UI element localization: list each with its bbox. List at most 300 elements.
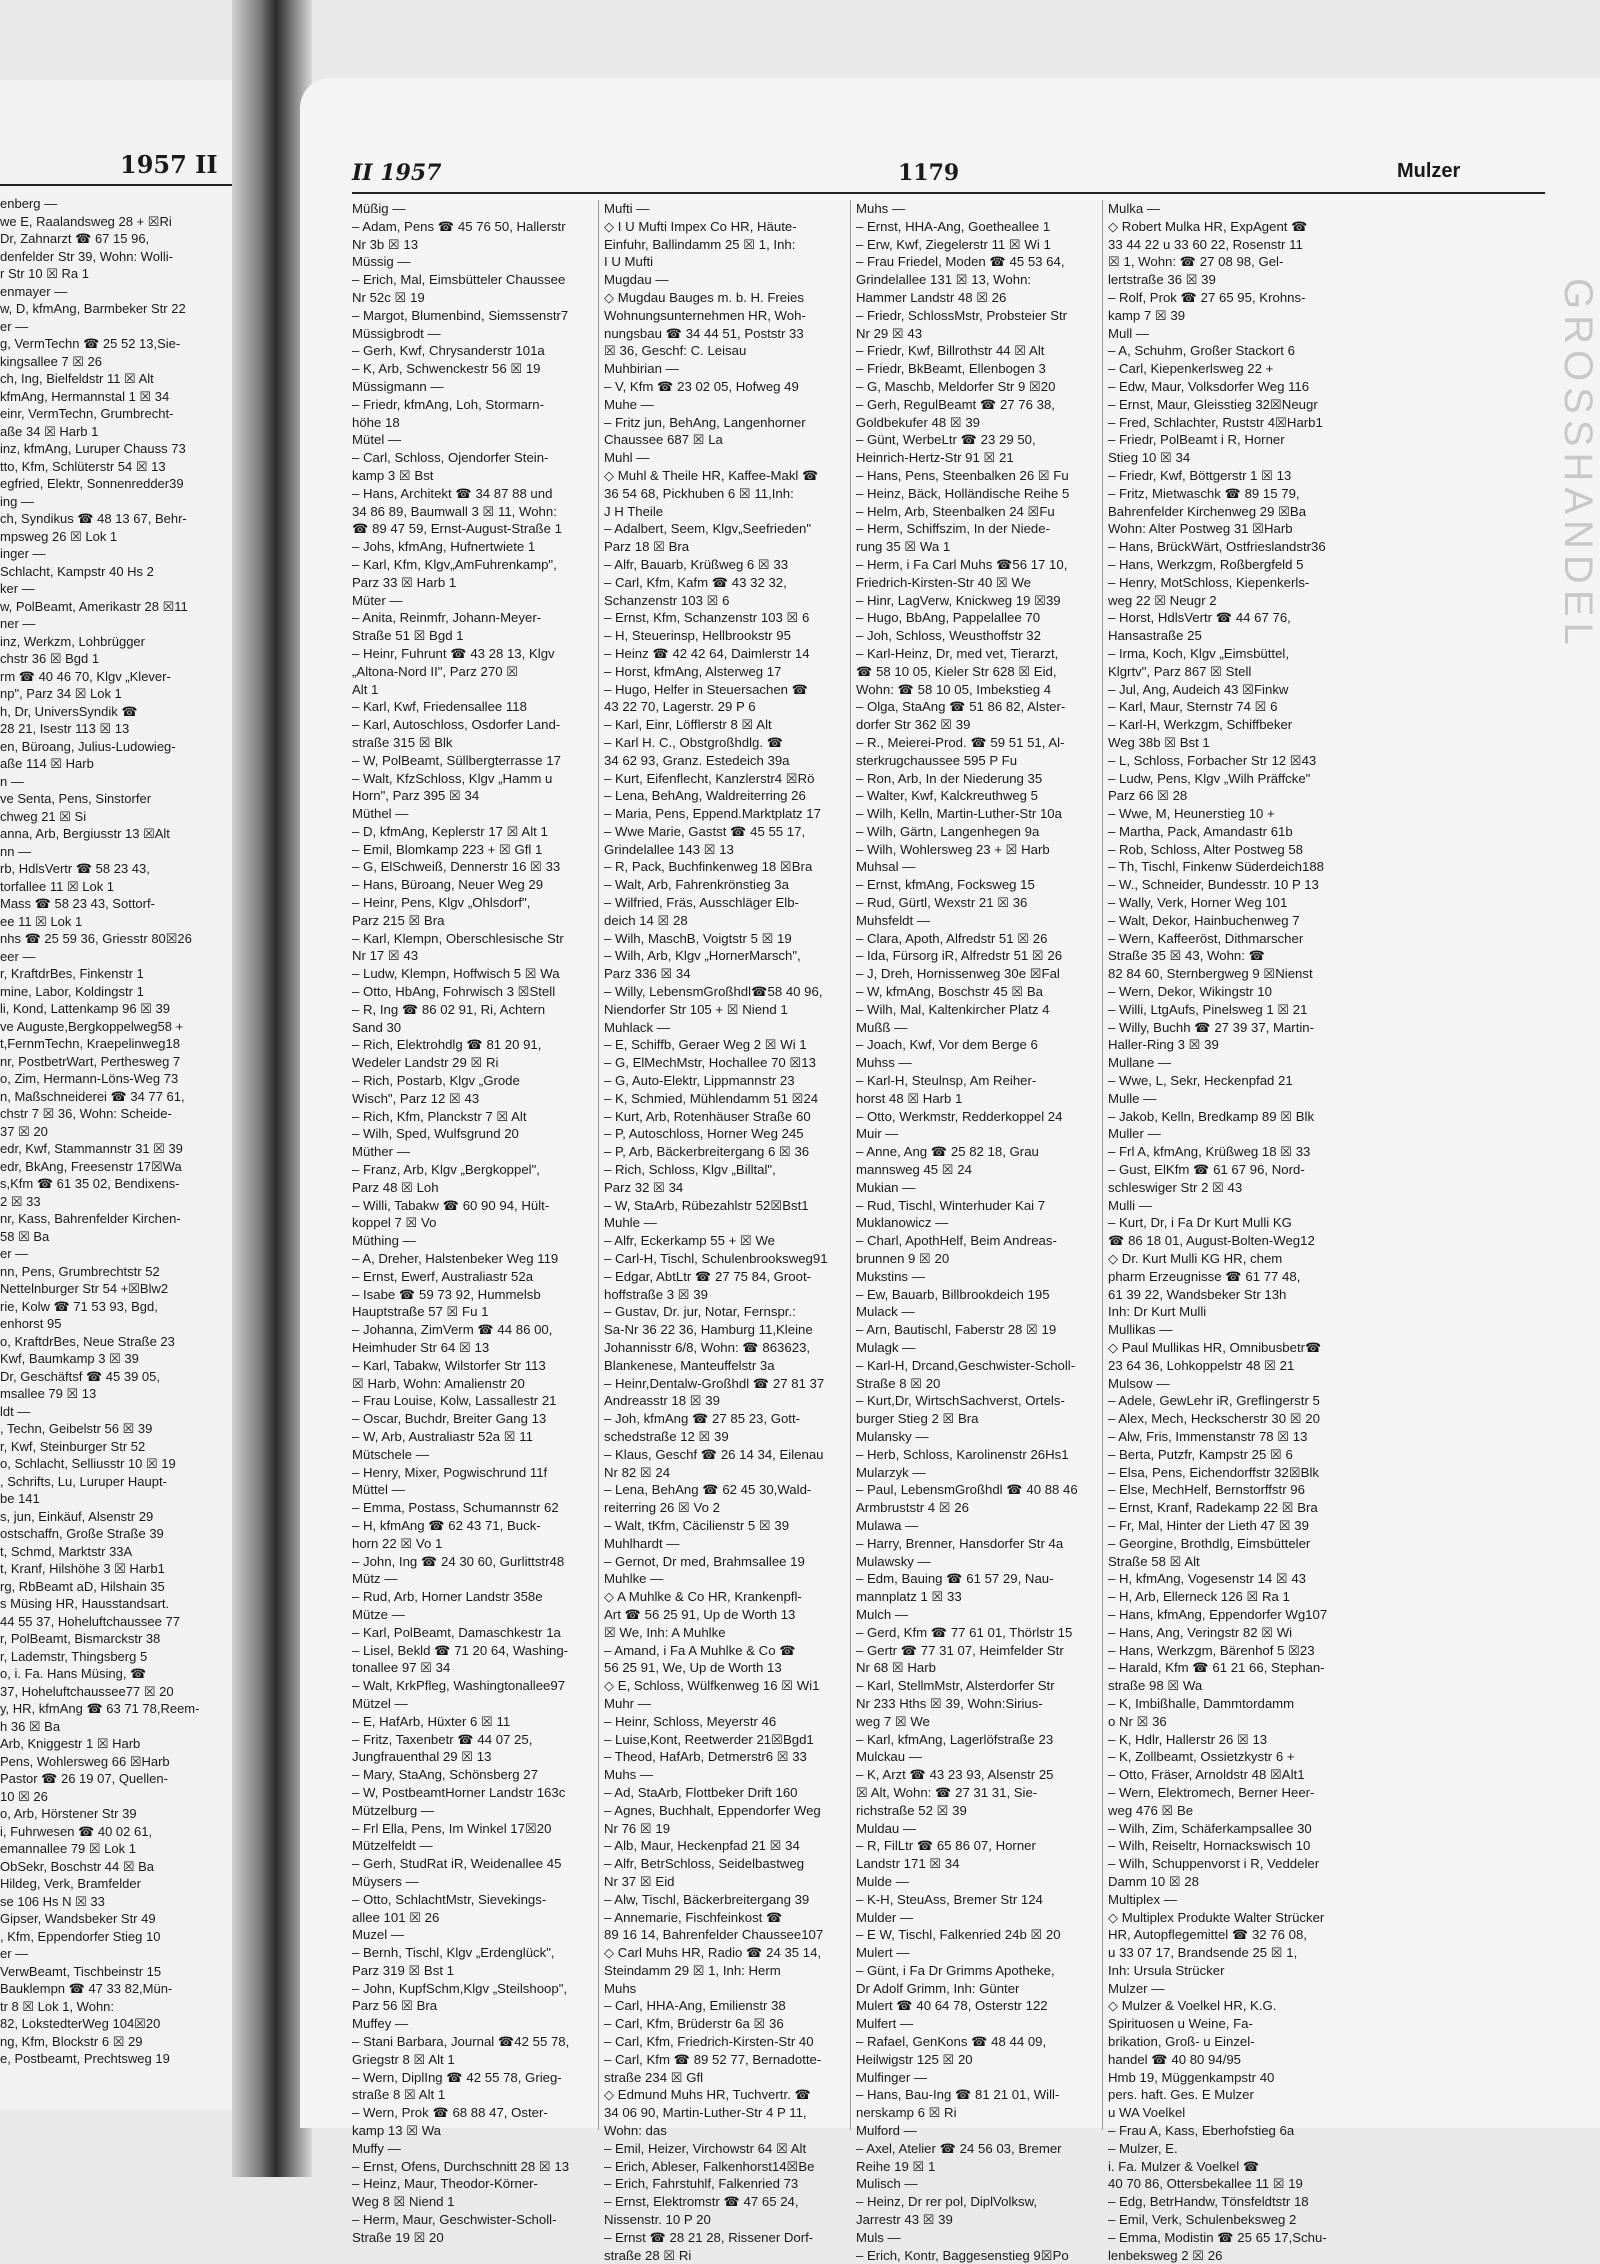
directory-entry-line: – R., Meierei-Prod. ☎ 59 51 51, Al- (856, 734, 1065, 750)
left-page-line: eer — (0, 948, 36, 964)
directory-entry-line: u 33 07 17, Brandsende 25 ☒ 1, (1108, 1945, 1298, 1961)
directory-entry-line: – Willi, Tabakw ☎ 60 90 94, Hült- (352, 1197, 550, 1213)
left-page-line: tto, Kfm, Schlüterstr 54 ☒ 13 (0, 458, 166, 474)
left-page-line: n — (0, 773, 24, 789)
column-divider (598, 200, 599, 2130)
left-page-line: Nettelnburger Str 54 +☒Blw2 (0, 1281, 169, 1296)
directory-entry-line: – K, Arb, Schwenckestr 56 ☒ 19 (352, 361, 541, 377)
directory-entry-line: – Kurt, Dr, i Fa Dr Kurt Mulli KG (1108, 1215, 1292, 1231)
left-page-line: rb, HdlsVertr ☎ 58 23 43, (0, 861, 150, 876)
left-page-line: inz, kfmAng, Luruper Chauss 73 (0, 441, 186, 456)
directory-entry-line: Parz 32 ☒ 34 (604, 1179, 684, 1195)
column-divider (1102, 200, 1103, 2130)
directory-entry-line: burger Stieg 2 ☒ Bra (856, 1411, 979, 1427)
directory-entry-line: – Rich, Elektrohdlg ☎ 81 20 91, (352, 1037, 542, 1053)
directory-entry-line: nungsbau ☎ 34 44 51, Poststr 33 (604, 325, 804, 341)
directory-entry-line: Muir — (856, 1126, 899, 1142)
left-page-line: 37, Hoheluftchaussee77 ☒ 20 (0, 1683, 174, 1699)
directory-entry-line: Wohn: Alter Postweg 31 ☒Harb (1108, 521, 1293, 537)
directory-entry-line: – Lena, BehAng, Waldreiterring 26 (604, 788, 806, 804)
directory-entry-line: ☎ 86 18 01, August-Bolten-Weg12 (1108, 1233, 1315, 1249)
directory-entry-line: – K, Imbißhalle, Dammtordamm (1108, 1695, 1295, 1711)
left-page-line: enberg — (0, 196, 58, 211)
directory-entry-line: Goldbekufer 48 ☒ 39 (856, 414, 980, 430)
directory-column-1 (352, 200, 595, 2247)
left-header-rule (0, 184, 240, 186)
directory-entry-line: Mulisch — (856, 2176, 918, 2192)
left-page-line: o, Zim, Hermann-Löns-Weg 73 (0, 1071, 179, 1086)
left-page-line: ObSekr, Boschstr 44 ☒ Ba (0, 1858, 155, 1874)
edge-watermark: GROSSHANDEL (1556, 278, 1600, 651)
directory-entry-line: – Emma, Postass, Schumannstr 62 (352, 1500, 559, 1516)
directory-entry-line: – Kurt,Dr, WirtschSachverst, Ortels- (856, 1393, 1065, 1409)
left-page-line: h, Dr, UniversSyndik ☎ (0, 703, 138, 719)
directory-entry-line: – P, Arb, Bäckerbreitergang 6 ☒ 36 (604, 1144, 810, 1160)
directory-entry-line: – Helm, Arb, Steenbalken 24 ☒Fu (856, 503, 1055, 519)
page-number: 1179 (898, 160, 960, 186)
directory-entry-line: Mulle — (1108, 1090, 1157, 1106)
directory-entry-line: Müssig — (352, 254, 411, 270)
directory-entry-line: Multiplex — (1108, 1891, 1177, 1907)
directory-entry-line: Parz 56 ☒ Bra (352, 1998, 438, 2014)
directory-entry-line: kamp 3 ☒ Bst (352, 467, 434, 483)
directory-entry-line: – Heinz, Bäck, Holländische Reihe 5 (856, 485, 1070, 501)
directory-entry-line: ◇ Paul Mullikas HR, Omnibusbetr☎ (1108, 1340, 1322, 1355)
left-page-line: Schlacht, Kampstr 40 Hs 2 (0, 563, 154, 579)
directory-entry-line: Mugdau — (604, 272, 669, 288)
directory-entry-line: Muhsal — (856, 859, 916, 875)
directory-entry-line: – Hugo, Helfer in Steuersachen ☎ (604, 681, 809, 697)
directory-entry-line: – Otto, Fräser, Arnoldstr 48 ☒Alt1 (1108, 1767, 1305, 1783)
directory-entry-line: – Hans, Ang, Veringstr 82 ☒ Wi (1108, 1624, 1293, 1640)
directory-entry-line: – Fritz, Taxenbetr ☎ 44 07 25, (352, 1731, 533, 1747)
directory-entry-line: Müttel — (352, 1482, 405, 1498)
directory-entry-line: – Ida, Fürsorg iR, Alfredstr 51 ☒ 26 (856, 948, 1063, 964)
left-page-line: mpsweg 26 ☒ Lok 1 (0, 528, 118, 544)
left-page-line: e, Postbeamt, Prechtsweg 19 (0, 2051, 170, 2066)
directory-entry-line: – Edgar, AbtLtr ☎ 27 75 84, Groot- (604, 1268, 812, 1284)
left-page-line: ldt — (0, 1403, 31, 1419)
directory-entry-line: – Ernst, Elektromstr ☎ 47 65 24, (604, 2194, 799, 2210)
directory-entry-line: straße 28 ☒ Ri (604, 2247, 692, 2263)
directory-entry-line: – Otto, HbAng, Fohrwisch 3 ☒Stell (352, 984, 556, 1000)
directory-entry-line: – Wern, DiplIng ☎ 42 55 78, Grieg- (352, 2069, 562, 2085)
directory-entry-line: – Adele, GewLehr iR, Greflingerstr 5 (1108, 1393, 1320, 1409)
left-page-line: 28 21, Isestr 113 ☒ 13 (0, 721, 130, 736)
directory-entry-line: – Hans, Büroang, Neuer Weg 29 (352, 877, 544, 893)
directory-entry-line: – Gerh, RegulBeamt ☎ 27 76 38, (856, 396, 1055, 412)
directory-entry-line: – Ron, Arb, In der Niederung 35 (856, 770, 1043, 786)
left-page-line: chstr 36 ☒ Bgd 1 (0, 651, 100, 666)
directory-entry-line: Mützelburg — (352, 1802, 435, 1818)
directory-entry-line: Jarrestr 43 ☒ 39 (856, 2212, 953, 2228)
directory-entry-line: – Ernst, Maur, Gleisstieg 32☒Neugr (1108, 396, 1318, 412)
left-page-line: tr 8 ☒ Lok 1, Wohn: (0, 1998, 115, 2014)
right-header-rule (352, 192, 1545, 194)
directory-entry-line: tonallee 97 ☒ 34 (352, 1660, 451, 1676)
directory-entry-line: Inh: Dr Kurt Mulli (1108, 1304, 1207, 1320)
left-page-line: inger — (0, 546, 46, 561)
directory-entry-line: – L, Schloss, Forbacher Str 12 ☒43 (1108, 752, 1317, 768)
directory-entry-line: – Rich, Schloss, Klgv „Billtal", (604, 1162, 776, 1178)
left-page-line: ch, Syndikus ☎ 48 13 67, Behr- (0, 511, 187, 526)
directory-entry-line: Wohn: das (604, 2123, 667, 2139)
directory-entry-line: – J, Dreh, Hornissenweg 30e ☒Fal (856, 966, 1060, 982)
directory-entry-line: – G, Auto-Elektr, Lippmannstr 23 (604, 1073, 795, 1089)
left-page-line: 44 55 37, Hoheluftchaussee 77 (0, 1613, 180, 1629)
directory-entry-line: – Harald, Kfm ☎ 61 21 66, Stephan- (1108, 1660, 1325, 1676)
directory-entry-line: – K, Zollbeamt, Ossietzkystr 6 + (1108, 1749, 1295, 1765)
directory-entry-line: – E, Schiffb, Geraer Weg 2 ☒ Wi 1 (604, 1037, 807, 1053)
directory-entry-line: Muller — (1108, 1126, 1161, 1142)
directory-entry-line: – Rich, Postarb, Klgv „Grode (352, 1073, 520, 1089)
directory-entry-line: Mulli — (1108, 1197, 1152, 1213)
left-page-line: ker — (0, 581, 35, 596)
directory-entry-line: – Alb, Maur, Heckenpfad 21 ☒ 34 (604, 1838, 800, 1854)
directory-entry-line: – Walt, Dekor, Hainbuchenweg 7 (1108, 912, 1300, 928)
directory-entry-line: ◇ Dr. Kurt Mulli KG HR, chem (1108, 1251, 1283, 1267)
directory-entry-line: – John, KupfSchm,Klgv „Steilshoop", (352, 1980, 568, 1996)
directory-entry-line: – A, Dreher, Halstenbeker Weg 119 (352, 1251, 559, 1267)
directory-entry-line: – Maria, Pens, Eppend.Marktplatz 17 (604, 806, 821, 822)
directory-entry-line: – Alfr, BetrSchloss, Seidelbastweg (604, 1856, 805, 1872)
directory-entry-line: – Herm, Schiffszim, In der Niede- (856, 521, 1050, 537)
directory-entry-line: Muhr — (604, 1695, 651, 1711)
directory-entry-line: – Wern, Dekor, Wikingstr 10 (1108, 984, 1272, 1000)
directory-entry-line: 23 64 36, Lohkoppelstr 48 ☒ 21 (1108, 1357, 1295, 1373)
directory-entry-line: – A, Schuhm, Großer Stackort 6 (1108, 343, 1295, 359)
directory-entry-line: – Friedr, Kwf, Böttgerstr 1 ☒ 13 (1108, 467, 1292, 483)
directory-entry-line: i. Fa. Mulzer & Voelkel ☎ (1108, 2158, 1260, 2174)
directory-entry-line: – Gustav, Dr. jur, Notar, Fernspr.: (604, 1304, 796, 1320)
directory-entry-line: – Hugo, BbAng, Pappelallee 70 (856, 610, 1041, 626)
directory-entry-line: schleswiger Str 2 ☒ 43 (1108, 1179, 1243, 1195)
directory-entry-line: Wohnungsunternehmen HR, Woh- (604, 307, 806, 323)
directory-entry-line: handel ☎ 40 80 94/95 (1108, 2051, 1242, 2067)
directory-entry-line: rung 35 ☒ Wa 1 (856, 539, 951, 555)
left-page-line: s,Kfm ☎ 61 35 02, Bendixens- (0, 1176, 180, 1191)
directory-entry-line: – Carl, Kfm ☎ 89 52 77, Bernadotte- (604, 2051, 822, 2067)
directory-entry-line: Parz 48 ☒ Loh (352, 1179, 439, 1195)
directory-entry-line: Straße 19 ☒ 20 (352, 2229, 444, 2245)
directory-entry-line: – Friedr, kfmAng, Loh, Stormarn- (352, 396, 545, 412)
directory-entry-line: Nr 82 ☒ 24 (604, 1464, 671, 1480)
left-page-line: 37 ☒ 20 (0, 1123, 48, 1139)
left-page-line: 2 ☒ 33 (0, 1193, 41, 1209)
directory-entry-line: Inh: Ursula Strücker (1108, 1962, 1225, 1978)
directory-entry-line: Mußß — (856, 1019, 908, 1035)
left-page-line: inz, Werkzm, Lohbrügger (0, 633, 145, 649)
directory-entry-line: – Jul, Ang, Audeich 43 ☒Finkw (1108, 681, 1289, 697)
left-page-header: 1957 II (120, 150, 218, 179)
directory-entry-line: Parz 319 ☒ Bst 1 (352, 1962, 454, 1978)
directory-entry-line: Muffey — (352, 2016, 409, 2032)
directory-entry-line: dorfer Str 362 ☒ 39 (856, 717, 971, 733)
directory-entry-line: – R, Ing ☎ 86 02 91, Ri, Achtern (352, 1001, 546, 1017)
directory-entry-line: brunnen 9 ☒ 20 (856, 1251, 950, 1267)
directory-entry-line: – Fred, Schlachter, Ruststr 4☒Harb1 (1108, 414, 1323, 430)
directory-entry-line: hoffstraße 3 ☒ 39 (604, 1286, 708, 1302)
directory-entry-line: – Amand, i Fa A Muhlke & Co ☎ (604, 1642, 796, 1658)
directory-entry-line: – Paul, LebensmGroßhdl ☎ 40 88 46 (856, 1482, 1078, 1498)
directory-entry-line: Mullane — (1108, 1055, 1172, 1071)
directory-entry-line: Muhss — (856, 1055, 912, 1071)
directory-entry-line: Muhle — (604, 1215, 657, 1231)
directory-entry-line: „Altona-Nord II", Parz 270 ☒ (352, 663, 519, 679)
directory-entry-line: Johannisstr 6/8, Wohn: ☎ 863623, (604, 1340, 811, 1355)
left-page-line: edr, BkAng, Freesenstr 17☒Wa (0, 1158, 182, 1174)
directory-entry-line: – Karl-H, Werkzgm, Schiffbeker (1108, 717, 1293, 733)
directory-entry-line: – R, FilLtr ☎ 65 86 07, Horner (856, 1838, 1036, 1854)
left-page-line: r Str 10 ☒ Ra 1 (0, 266, 89, 281)
directory-entry-line: – Karl H. C., Obstgroßhdlg. ☎ (604, 734, 784, 750)
left-page-line: Pastor ☎ 26 19 07, Quellen- (0, 1771, 168, 1786)
directory-entry-line: Müther — (352, 1144, 410, 1160)
left-page-line: enhorst 95 (0, 1316, 62, 1331)
directory-entry-line: Mulert — (856, 1945, 910, 1961)
directory-entry-line: – E W, Tischl, Falkenried 24b ☒ 20 (856, 1927, 1061, 1943)
directory-entry-line: Muklanowicz — (856, 1215, 949, 1231)
directory-entry-line: – Wally, Verk, Horner Weg 101 (1108, 895, 1288, 911)
directory-entry-line: Nr 29 ☒ 43 (856, 325, 923, 341)
directory-entry-line: Mulfinger — (856, 2069, 928, 2085)
left-page-line: er — (0, 1946, 29, 1961)
directory-entry-line: Dr Adolf Grimm, Inh: Günter (856, 1980, 1020, 1996)
directory-entry-line: Nr 76 ☒ 19 (604, 1820, 671, 1836)
directory-entry-line: ☎ 89 47 59, Ernst-August-Straße 1 (352, 521, 562, 537)
directory-entry-line: – W, PostbeamtHorner Landstr 163c (352, 1784, 566, 1800)
directory-entry-line: – K, Schmied, Mühlendamm 51 ☒24 (604, 1090, 819, 1106)
directory-entry-line: Wisch", Parz 12 ☒ 43 (352, 1090, 480, 1106)
left-page-line: 10 ☒ 26 (0, 1788, 48, 1804)
left-page-line: egfried, Elektr, Sonnenredder39 (0, 476, 184, 491)
directory-entry-line: – Karl, Tabakw, Wilstorfer Str 113 (352, 1357, 546, 1373)
directory-column-3 (856, 200, 1099, 2264)
directory-entry-line: – V, Kfm ☎ 23 02 05, Hofweg 49 (604, 378, 799, 394)
directory-entry-line: – Adam, Pens ☎ 45 76 50, Hallerstr (352, 218, 566, 234)
directory-entry-line: – Wern, Kaffeeröst, Dithmarscher (1108, 930, 1304, 946)
directory-entry-line: Parz 66 ☒ 28 (1108, 788, 1188, 804)
directory-entry-line: – Friedr, PolBeamt i R, Horner (1108, 432, 1285, 448)
directory-entry-line: – Karl-H, Drcand,Geschwister-Scholl- (856, 1357, 1076, 1373)
directory-entry-line: straße 98 ☒ Wa (1108, 1678, 1203, 1694)
directory-entry-line: – Rolf, Prok ☎ 27 65 95, Krohns- (1108, 289, 1306, 305)
directory-entry-line: lertstraße 36 ☒ 39 (1108, 272, 1216, 288)
directory-entry-line: Parz 336 ☒ 34 (604, 966, 691, 982)
directory-entry-line: – Frl A, kfmAng, Krüßweg 18 ☒ 33 (1108, 1144, 1311, 1160)
left-page-line: er — (0, 1246, 29, 1261)
directory-entry-line: – Charl, ApothHelf, Beim Andreas- (856, 1233, 1057, 1249)
directory-entry-line: weg 22 ☒ Neugr 2 (1108, 592, 1217, 608)
directory-entry-line: – Otto, Werkmstr, Redderkoppel 24 (856, 1108, 1063, 1124)
left-page-line: s, jun, Einkäuf, Alsenstr 29 (0, 1508, 154, 1524)
directory-entry-line: – E, HafArb, Hüxter 6 ☒ 11 (352, 1713, 511, 1729)
left-page-line: Mass ☎ 58 23 43, Sottorf- (0, 896, 155, 911)
directory-entry-line: – Horst, kfmAng, Alsterweg 17 (604, 663, 782, 679)
directory-entry-line: – Wilfried, Fräs, Ausschläger Elb- (604, 895, 799, 911)
directory-entry-line: Muhl — (604, 450, 650, 466)
directory-entry-line: – Arn, Bautischl, Faberstr 28 ☒ 19 (856, 1322, 1057, 1338)
directory-entry-line: Mulde — (856, 1873, 909, 1889)
directory-entry-line: 33 44 22 u 33 60 22, Rosenstr 11 (1108, 236, 1303, 252)
directory-entry-line: – Heinz, Maur, Theodor-Körner- (352, 2176, 538, 2192)
directory-entry-line: Nr 52c ☒ 19 (352, 289, 425, 305)
directory-entry-line: Jungfrauenthal 29 ☒ 13 (352, 1749, 492, 1765)
directory-entry-line: Müter — (352, 592, 403, 608)
directory-entry-line: Nr 233 Hths ☒ 39, Wohn:Sirius- (856, 1695, 1043, 1711)
directory-entry-line: – Friedr, BkBeamt, Ellenbogen 3 (856, 361, 1046, 377)
directory-entry-line: – Ernst, kfmAng, Focksweg 15 (856, 877, 1035, 893)
directory-entry-line: – Harry, Brenner, Hansdorfer Str 4a (856, 1535, 1064, 1551)
directory-entry-line: – Hans, Pens, Steenbalken 26 ☒ Fu (856, 467, 1069, 483)
directory-entry-line: Muhs — (856, 201, 906, 216)
directory-entry-line: – Joach, Kwf, Vor dem Berge 6 (856, 1037, 1038, 1053)
directory-entry-line: reiterring 26 ☒ Vo 2 (604, 1500, 720, 1516)
directory-entry-line: Müthing — (352, 1233, 416, 1249)
directory-entry-line: – Friedr, SchlossMstr, Probsteier Str (856, 307, 1068, 323)
directory-entry-line: Armbruststr 4 ☒ 26 (856, 1500, 969, 1516)
directory-entry-line: Mukstins — (856, 1268, 925, 1284)
directory-entry-line: pharm Erzeugnisse ☎ 61 77 48, (1108, 1268, 1301, 1284)
directory-entry-line: Muls — (856, 2229, 901, 2245)
directory-entry-line: – Jakob, Kelln, Bredkamp 89 ☒ Blk (1108, 1108, 1315, 1124)
directory-entry-line: – Walt, Arb, Fahrenkrönstieg 3a (604, 877, 789, 893)
directory-entry-line: – Mary, StaAng, Schönsberg 27 (352, 1767, 538, 1783)
directory-entry-line: – Hinr, LagVerw, Knickweg 19 ☒39 (856, 592, 1061, 608)
left-page-line: ing — (0, 493, 34, 509)
directory-entry-line: – Herb, Schloss, Karolinenstr 26Hs1 (856, 1446, 1069, 1462)
directory-entry-line: Blankenese, Manteuffelstr 3a (604, 1357, 775, 1373)
directory-entry-line: – Walt, tKfm, Cäcilienstr 5 ☒ 39 (604, 1517, 790, 1533)
left-page-line: be 141 (0, 1491, 40, 1506)
directory-entry-line: – Walt, KrkPfleg, Washingtonallee97 (352, 1678, 566, 1694)
left-page-line: 58 ☒ Ba (0, 1228, 50, 1244)
directory-entry-line: o Nr ☒ 36 (1108, 1713, 1167, 1729)
directory-entry-line: 43 22 70, Lagerstr. 29 P 6 (604, 699, 756, 715)
left-page-line: w, D, kfmAng, Barmbeker Str 22 (0, 301, 186, 316)
directory-entry-line: Mullikas — (1108, 1322, 1173, 1338)
directory-entry-line: – Rafael, GenKons ☎ 48 44 09, (856, 2034, 1047, 2050)
directory-entry-line: Weg 38b ☒ Bst 1 (1108, 734, 1210, 750)
directory-entry-line: Weg 8 ☒ Niend 1 (352, 2194, 455, 2210)
left-page-line: ch, Ing, Bielfeldstr 11 ☒ Alt (0, 371, 154, 386)
directory-entry-line: – Wilh, Zim, Schäferkampsallee 30 (1108, 1820, 1312, 1836)
directory-entry-line: Mulder — (856, 1909, 914, 1925)
directory-entry-line: Wedeler Landstr 29 ☒ Ri (352, 1055, 499, 1071)
directory-entry-line: – Gerh, StudRat iR, Weidenallee 45 (352, 1856, 562, 1872)
left-page-line: o, Schlacht, Selliusstr 10 ☒ 19 (0, 1456, 176, 1471)
directory-entry-line: – Karl, Klempn, Oberschlesische Str (352, 930, 564, 946)
left-page-line: Arb, Kniggestr 1 ☒ Harb (0, 1736, 141, 1751)
directory-entry-line: – Carl, Schloss, Ojendorfer Stein- (352, 450, 549, 466)
directory-entry-line: – Emil, Blomkamp 223 + ☒ Gfl 1 (352, 841, 543, 857)
directory-entry-line: Sand 30 (352, 1019, 402, 1035)
directory-entry-line: kamp 13 ☒ Wa (352, 2123, 442, 2139)
directory-entry-line: koppel 7 ☒ Vo (352, 1215, 437, 1231)
directory-entry-line: ◇ Edmund Muhs HR, Tuchvertr. ☎ (604, 2087, 811, 2103)
directory-entry-line: Parz 18 ☒ Bra (604, 539, 690, 555)
directory-entry-line: – Erich, Mal, Eimsbütteler Chaussee (352, 272, 566, 288)
left-page-line: edr, Kwf, Stammannstr 31 ☒ 39 (0, 1141, 183, 1156)
directory-entry-line: – Frau A, Kass, Eberhofstieg 6a (1108, 2123, 1295, 2139)
directory-entry-line: Mularzyk — (856, 1464, 926, 1480)
directory-entry-line: – Wern, Elektromech, Berner Heer- (1108, 1784, 1315, 1800)
directory-entry-line: – Adalbert, Seem, Klgv„Seefrieden" (604, 521, 812, 537)
directory-entry-line: ◇ E, Schloss, Wülfkenweg 16 ☒ Wi1 (604, 1678, 820, 1694)
directory-entry-line: ☒ Alt, Wohn: ☎ 27 31 31, Sie- (856, 1784, 1038, 1800)
directory-entry-line: ◇ Mulzer & Voelkel HR, K.G. (1108, 1998, 1277, 2014)
left-page-line: Dr, Zahnarzt ☎ 67 15 96, (0, 231, 150, 246)
directory-entry-line: – Edm, Bauing ☎ 61 57 29, Nau- (856, 1571, 1054, 1587)
directory-entry-line: – Alex, Mech, Heckscherstr 30 ☒ 20 (1108, 1411, 1320, 1427)
directory-entry-line: Muldau — (856, 1820, 917, 1836)
directory-entry-line: Mulagk — (856, 1340, 916, 1355)
directory-entry-line: ◇ Carl Muhs HR, Radio ☎ 24 35 14, (604, 1945, 822, 1961)
directory-entry-line: horn 22 ☒ Vo 1 (352, 1535, 443, 1551)
left-page-line: ee 11 ☒ Lok 1 (0, 913, 83, 929)
directory-entry-line: ☎ 58 10 05, Kieler Str 628 ☒ Eid, (856, 663, 1057, 679)
directory-entry-line: – Th, Tischl, Finkenw Süderdeich188 (1108, 859, 1325, 875)
directory-entry-line: – Erich, Ableser, Falkenhorst14☒Be (604, 2158, 815, 2174)
left-page-line: VerwBeamt, Tischbeinstr 15 (0, 1963, 162, 1979)
left-page-line: g, VermTechn ☎ 25 52 13,Sie- (0, 336, 181, 351)
directory-entry-line: ◇ Robert Mulka HR, ExpAgent ☎ (1108, 218, 1308, 234)
left-page-line: h 36 ☒ Ba (0, 1718, 61, 1734)
directory-entry-line: – K, Arzt ☎ 43 23 93, Alsenstr 25 (856, 1767, 1054, 1783)
directory-entry-line: 40 70 86, Ottersbekallee 11 ☒ 19 (1108, 2176, 1303, 2192)
directory-entry-line: – Rud, Tischl, Winterhuder Kai 7 (856, 1197, 1046, 1213)
directory-entry-line: – Wwe Marie, Gastst ☎ 45 55 17, (604, 823, 806, 839)
directory-entry-line: – Georgine, Brothdlg, Eimsbütteler (1108, 1535, 1311, 1551)
directory-entry-line: – H, Arb, Ellerneck 126 ☒ Ra 1 (1108, 1589, 1290, 1605)
left-page-line: kfmAng, Hermannstal 1 ☒ 34 (0, 388, 170, 404)
left-page-entries (0, 195, 240, 2068)
directory-entry-line: Mufti — (604, 201, 650, 216)
directory-entry-line: – Frl Ella, Pens, Im Winkel 17☒20 (352, 1820, 552, 1836)
directory-entry-line: Mulansky — (856, 1428, 929, 1444)
directory-entry-line: sterkrugchaussee 595 P Fu (856, 752, 1018, 768)
left-page-line: chstr 7 ☒ 36, Wohn: Scheide- (0, 1106, 172, 1121)
directory-entry-line: Griegstr 8 ☒ Alt 1 (352, 2051, 455, 2067)
directory-entry-line: – Carl, Kiepenkerlsweg 22 + (1108, 361, 1274, 377)
directory-entry-line: – Frau Louise, Kolw, Lassallestr 21 (352, 1393, 557, 1409)
directory-entry-line: höhe 18 (352, 414, 400, 430)
directory-entry-line: – W., Schneider, Bundesstr. 10 P 13 (1108, 877, 1319, 893)
left-page-line: , Schrifts, Lu, Luruper Haupt- (0, 1473, 167, 1489)
directory-entry-line: 61 39 22, Wandsbeker Str 13h (1108, 1286, 1287, 1302)
directory-entry-line: – Gerh, Kwf, Chrysanderstr 101a (352, 343, 545, 359)
directory-entry-line: – Carl, Kfm, Kafm ☎ 43 32 32, (604, 574, 787, 590)
directory-entry-line: – Alw, Tischl, Bäckerbreitergang 39 (604, 1891, 810, 1907)
directory-entry-line: – Gerd, Kfm ☎ 77 61 01, Thörlstr 15 (856, 1624, 1073, 1640)
directory-entry-line: – Wilh, Kelln, Martin-Luther-Str 10a (856, 806, 1062, 822)
left-page-line: nr, Kass, Bahrenfelder Kirchen- (0, 1211, 181, 1226)
left-page-line: o, KraftdrBes, Neue Straße 23 (0, 1333, 175, 1349)
directory-entry-line: – Else, MechHelf, Bernstorffstr 96 (1108, 1482, 1305, 1498)
directory-entry-line: – Henry, MotSchloss, Kiepenkerls- (1108, 574, 1310, 590)
directory-entry-line: – Ew, Bauarb, Billbrookdeich 195 (856, 1286, 1050, 1302)
directory-entry-line: – Karl, Maur, Sternstr 74 ☒ 6 (1108, 699, 1278, 715)
directory-entry-line: – Emil, Verk, Schulenbeksweg 2 (1108, 2212, 1297, 2228)
directory-entry-line: I U Mufti (604, 254, 654, 270)
directory-entry-line: – Ernst ☎ 28 21 28, Rissener Dorf- (604, 2229, 814, 2245)
left-page-line: nr, PostbetrWart, Perthesweg 7 (0, 1053, 181, 1069)
directory-entry-line: – Berta, Putzfr, Kampstr 25 ☒ 6 (1108, 1446, 1293, 1462)
left-page-line: Gipser, Wandsbeker Str 49 (0, 1911, 156, 1926)
directory-entry-line: ◇ A Muhlke & Co HR, Krankenpfl- (604, 1589, 802, 1605)
directory-entry-line: – Ernst, Kfm, Schanzenstr 103 ☒ 6 (604, 610, 810, 626)
right-header-left: II 1957 (352, 160, 442, 186)
